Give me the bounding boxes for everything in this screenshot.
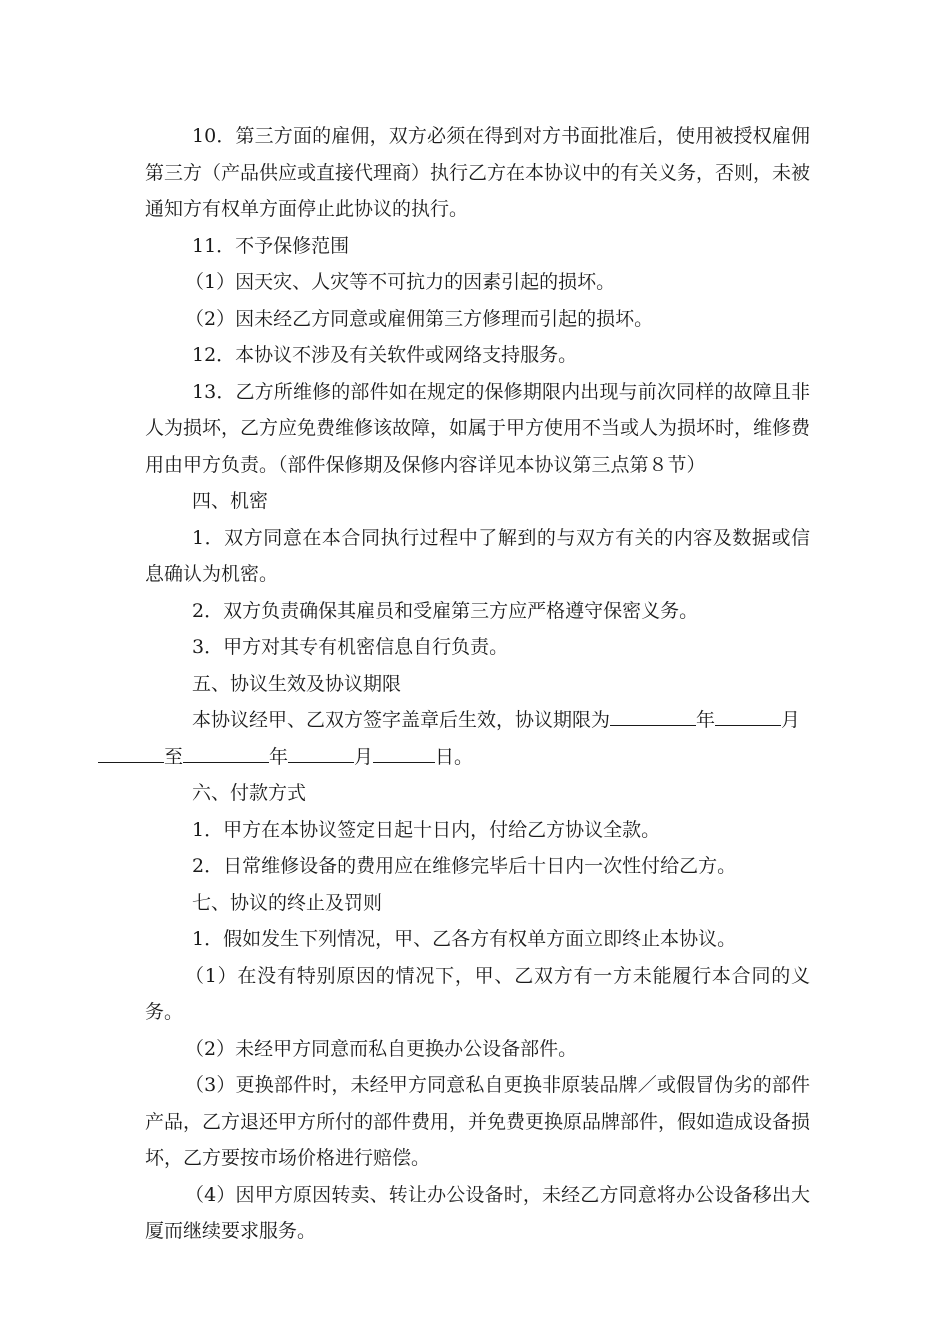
term-to: 至 [164, 745, 184, 768]
blank-start-day [98, 740, 164, 763]
clause-10: 10．第三方面的雇佣，双方必须在得到对方书面批准后，使用被授权雇佣第三方（产品供应或直接代理商）执行乙方在本协议中的有关义务，否则，未被通知方有权单方面停止此协议的执行。 [145, 125, 811, 220]
section-6-item-1: 1．甲方在本协议签定日起十日内，付给乙方协议全款。 [192, 818, 661, 841]
term-year-1: 年 [696, 709, 716, 731]
section-4-item-1: 1．双方同意在本合同执行过程中了解到的与双方有关的内容及数据或信息确认为机密。 [145, 526, 810, 585]
clause-11-item-2: （2）因未经乙方同意或雇佣第三方修理而引起的损坏。 [185, 307, 654, 330]
term-month-1: 月 [781, 709, 801, 731]
term-day-2: 日。 [435, 745, 474, 768]
term-month-2: 月 [354, 745, 374, 768]
term-clause [145, 702, 810, 775]
clause-11-item-1: （1）因天灾、人灾等不可抗力的因素引起的损坏。 [185, 271, 616, 293]
blank-start-month [715, 703, 781, 726]
section-4-heading: 四、机密 [192, 490, 269, 512]
term-lead: 本协议经甲、乙双方签字盖章后生效，协议期限为 [192, 709, 611, 731]
section-6-item-2: 2．日常维修设备的费用应在维修完毕后十日内一次性付给乙方。 [192, 855, 737, 877]
blank-start-year [610, 703, 696, 726]
section-7-sub-2: （2）未经甲方同意而私自更换办公设备部件。 [185, 1037, 578, 1060]
clause-12: 12．本协议不涉及有关软件或网络支持服务。 [192, 344, 578, 366]
clause-11-heading: 11．不予保修范围 [192, 234, 350, 257]
blank-end-year [183, 740, 269, 763]
section-7-item-1: 1．假如发生下列情况，甲、乙各方有权单方面立即终止本协议。 [192, 928, 737, 950]
blank-end-day [373, 740, 435, 763]
section-7-heading: 七、协议的终止及罚则 [192, 891, 383, 914]
blank-end-month [288, 740, 354, 763]
section-5-heading: 五、协议生效及协议期限 [192, 672, 402, 695]
clause-13: 13．乙方所维修的部件如在规定的保修期限内出现与前次同样的故障且非人为损坏，乙方应免费维修该故障，如属于甲方使用不当或人为损坏时，维修费用由甲方负责。（部件保修期及保修内容详见本协议第三点第８节） [145, 380, 811, 476]
section-6-heading: 六、付款方式 [192, 782, 307, 804]
section-7-sub-4: （4）因甲方原因转卖、转让办公设备时，未经乙方同意将办公设备移出大厦而继续要求服务。 [145, 1183, 810, 1242]
document-body [145, 118, 810, 1250]
section-4-item-2: 2．双方负责确保其雇员和受雇第三方应严格遵守保密义务。 [192, 599, 699, 622]
term-year-2: 年 [269, 745, 289, 768]
section-7-sub-1: （1）在没有特别原因的情况下，甲、乙双方有一方未能履行本合同的义务。 [145, 964, 810, 1023]
section-7-sub-3: （3）更换部件时，未经甲方同意私自更换非原装品牌／或假冒伪劣的部件产品，乙方退还甲方所付的部件费用，并免费更换原品牌部件，假如造成设备损坏，乙方要按市场价格进行赔偿。 [145, 1074, 811, 1169]
section-4-item-3: 3．甲方对其专有机密信息自行负责。 [192, 636, 509, 658]
